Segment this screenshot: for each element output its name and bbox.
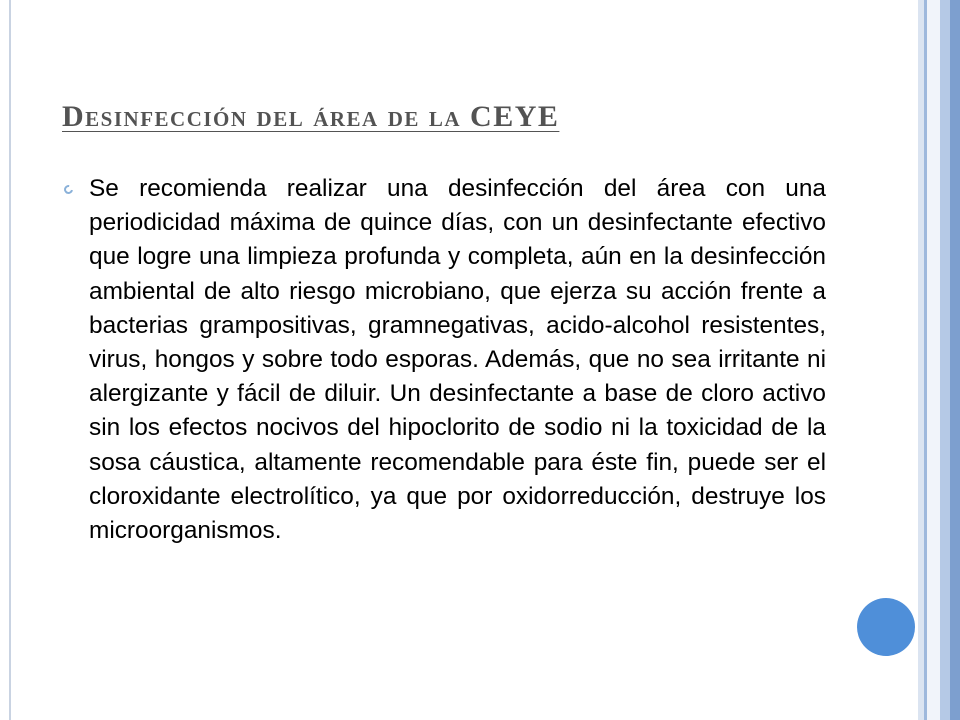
panel-stripe [940,0,950,720]
panel-stripe [927,0,940,720]
left-border-line [9,0,11,720]
bullet-text: Se recomienda realizar una desinfección del área con una periodicidad máxima de quince días, con un desinfectante efectivo que logre una limpieza profunda y completa, aún en la desinfección ambiental de alto riesgo microbiano, que ejerza su acción frente a bacterias grampositivas, gramnegativas, acido-alcohol resistentes, virus, hongos y sobre todo esporas. Además, que no sea irritante ni alergizante y fácil de diluir. Un desinfectante a base de cloro activo sin los efectos nocivos del hipoclorito de sodio ni la toxicidad de la sosa cáustica, altamente recomendable para éste fin, puede ser el cloroxidante electrolítico, ya que por oxidorreducción, destruye los microorganismos. [89,175,826,545]
decorative-circle [857,598,915,656]
panel-stripe [950,0,960,720]
slide-content [64,172,826,548]
bullet-item [64,172,826,548]
bullet-icon [62,183,75,196]
right-decorative-panel [918,0,960,720]
slide-title: Desinfección del área de la CEYE [62,100,560,133]
